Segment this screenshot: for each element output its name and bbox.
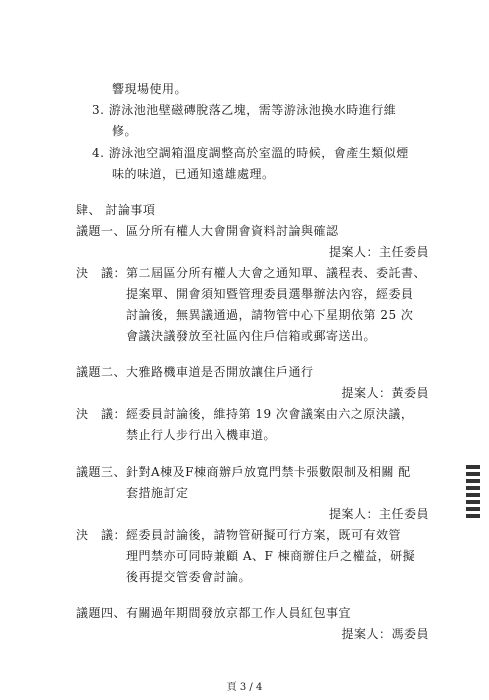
section-title: 肆、 討論事項 — [76, 203, 156, 217]
topic-3-title-line-1: 議題三、針對A棟及F棟商辦戶放寬門禁卡張數限制及相關 配 — [76, 465, 411, 479]
topic-1-resolution-line-3: 討論後，無異議通過，請物管中心下星期依第 25 次 — [126, 308, 414, 322]
item-4-line-1: 4. 游泳池空調箱溫度調整高於室溫的時候，會產生類似煙 — [92, 146, 409, 160]
topic-1-title: 議題一、區分所有權人大會開會資料討論與確認 — [76, 224, 339, 238]
topic-3-resolution-line-2: 理門禁亦可同時兼顧 A、F 棟商辦住戶之權益，研擬 — [126, 549, 416, 563]
topic-4-proposer: 提案人：馮委員 — [341, 627, 429, 641]
topic-1-resolution-label: 決 議： — [76, 266, 127, 280]
topic-1-resolution-line-4: 會議決議發放至社區內住戶信箱或郵寄送出。 — [126, 329, 377, 343]
topic-3-resolution-line-1: 經委員討論後，請物管研擬可行方案，既可有效管 — [126, 528, 402, 542]
topic-2-resolution-label: 決 議： — [76, 407, 127, 421]
topic-3-resolution-line-3: 後再提交管委會討論。 — [126, 570, 252, 584]
topic-2-resolution-line-2: 禁止行人步行出入機車道。 — [126, 428, 277, 442]
topic-2-title: 議題二、大雅路機車道是否開放讓住戶通行 — [76, 365, 314, 379]
topic-3-resolution-label: 決 議： — [76, 528, 127, 542]
previous-item-tail: 響現場使用。 — [112, 82, 188, 96]
topic-1-resolution-line-1: 第二屆區分所有權人大會之通知單、議程表、委託書、 — [126, 266, 427, 280]
item-3-line-2: 修。 — [112, 124, 138, 138]
topic-4-title: 議題四、有關過年期間發放京都工作人員紅包事宜 — [76, 606, 352, 620]
topic-3-title-line-2: 套措施訂定 — [126, 486, 189, 500]
topic-2-proposer: 提案人：黃委員 — [341, 386, 429, 400]
page-number: 頁 3 / 4 — [226, 682, 263, 693]
topic-1-proposer: 提案人：主任委員 — [328, 245, 429, 259]
topic-1-resolution-line-2: 提案單、開會須知暨管理委員選舉辦法內容，經委員 — [126, 287, 414, 301]
margin-stamp — [466, 465, 480, 525]
item-3-line-1: 3. 游泳池池壁磁磚脫落乙塊，需等游泳池換水時進行維 — [92, 103, 397, 117]
item-4-line-2: 味的味道，已通知遠雄處理。 — [112, 167, 275, 181]
topic-3-proposer: 提案人：主任委員 — [328, 507, 429, 521]
topic-2-resolution-line-1: 經委員討論後，維持第 19 次會議案由六之原決議， — [126, 407, 414, 421]
